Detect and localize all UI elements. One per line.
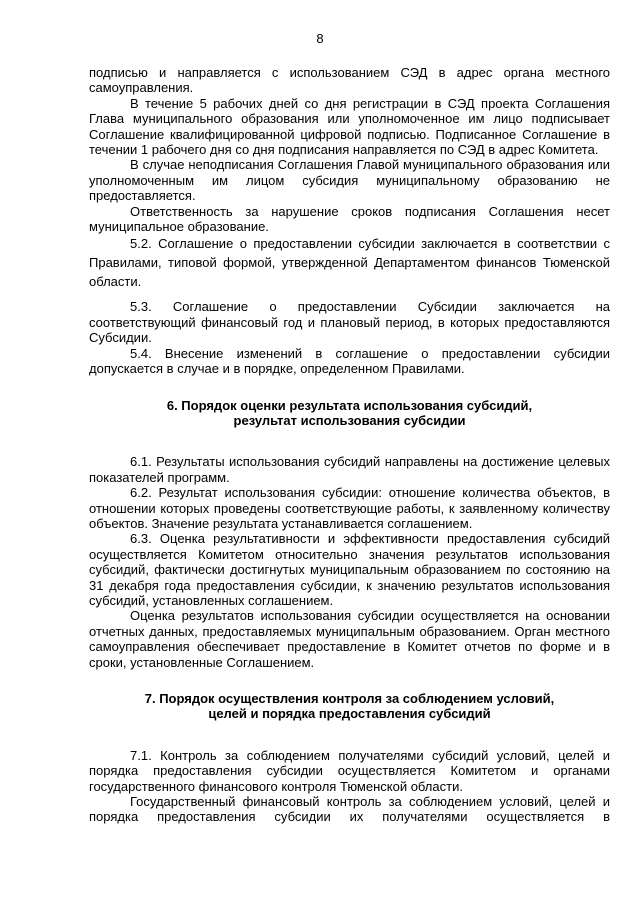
- section-6-heading-line2: результат использования субсидии: [233, 412, 466, 428]
- paragraph-5-3: 5.3. Соглашение о предоставлении Субсидии заключается на соответствующий финансовый год и плановый период, в которых предоставляются Субсидии.: [89, 299, 610, 346]
- section-7-heading: [89, 691, 610, 722]
- paragraph-continuation: подписью и направляется с использованием СЭД в адрес органа местного самоуправления.: [89, 65, 610, 96]
- paragraph-5-4: 5.4. Внесение изменений в соглашение о предоставлении субсидии допускается в случае и в порядке, определенном Правилами.: [89, 345, 610, 377]
- paragraph-5-2: 5.2. Соглашение о предоставлении субсидии заключается в соответствии с Правилами, типовой формой, утвержденной Департаментом финансов Тюменской области.: [89, 236, 610, 290]
- section-6-heading-line1: 6. Порядок оценки результата использования субсидий,: [166, 397, 533, 413]
- section-7-heading-line1: 7. Порядок осуществления контроля за соблюдением условий,: [144, 691, 555, 706]
- paragraph-6-2: 6.2. Результат использования субсидии: отношение количества объектов, в отношении которых проведены соответствующие работы, к заявленному количеству объектов. Значение результата устанавливается соглашением.: [89, 485, 610, 531]
- paragraph-6-1: 6.1. Результаты использования субсидий направлены на достижение целевых показателей программ.: [89, 454, 610, 485]
- paragraph-signing-term: В течение 5 рабочих дней со дня регистрации в СЭД проекта Соглашения Глава муниципального образования или уполномоченное им лицо подписывает Соглашение квалифицированной цифровой подписью. Подписанное Соглашение в течении 1 рабочего дня со дня подписания направляется по СЭД в адрес Комитета.: [89, 95, 610, 158]
- paragraph-6-3: 6.3. Оценка результативности и эффективности предоставления субсидий осуществляется Комитетом относительно значения результатов использования субсидий, фактически достигнутых муниципальным образованием по состоянию на 31 декабря года предоставления субсидии, к значению результатов использования субсидий, установленных соглашением.: [89, 531, 610, 608]
- section-7-heading-line2: целей и порядка предоставления субсидий: [208, 706, 491, 722]
- paragraph-unsigned-case: В случае неподписания Соглашения Главой муниципального образования или уполномоченным им лицом субсидия муниципальному образованию не предоставляется.: [89, 157, 610, 204]
- page-number: 8: [316, 31, 324, 46]
- paragraph-responsibility: Ответственность за нарушение сроков подписания Соглашения несет муниципальное образование.: [89, 203, 610, 235]
- paragraph-7-1: 7.1. Контроль за соблюдением получателями субсидий условий, целей и порядка предоставления субсидии осуществляется Комитетом и органами государственного финансового контроля Тюменской области.: [89, 747, 610, 794]
- section-6-heading: [89, 398, 610, 429]
- paragraph-evaluation: Оценка результатов использования субсидии осуществляется на основании отчетных данных, предоставляемых муниципальным образованием. Орган местного самоуправления обеспечивает предоставление в Комитет отчетов по форме и в сроки, установленные Соглашением.: [89, 608, 610, 670]
- paragraph-state-control: Государственный финансовый контроль за соблюдением условий, целей и порядка предоставления субсидии их получателями осуществляется в: [89, 794, 610, 825]
- document-body: [89, 65, 610, 825]
